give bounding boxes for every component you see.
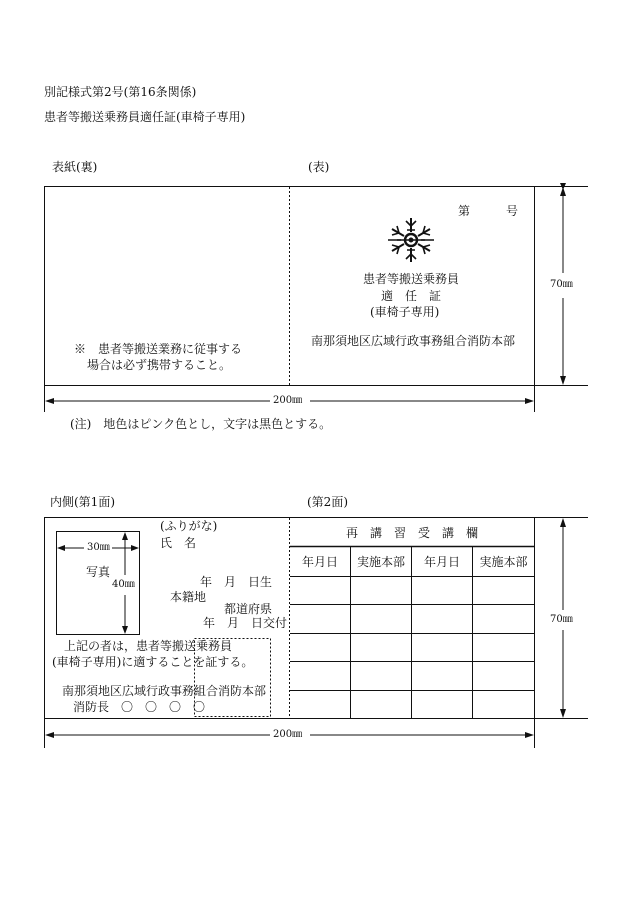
name-label: 氏 名 <box>160 536 197 550</box>
photo-height-dimension: 40㎜ <box>112 579 135 590</box>
form-title: 患者等搬送乗務員適任証(車椅子専用) <box>44 110 246 124</box>
table-header-date-2: 年月日 <box>423 555 460 569</box>
cover-front-label: (表) <box>308 160 330 174</box>
photo-width-head-left <box>57 545 65 551</box>
inner-width-head-right <box>525 732 534 738</box>
inner-width-head-left <box>45 732 54 738</box>
statement-line1: 上記の者は，患者等搬送乗務員 <box>64 639 233 653</box>
issue-date-label: 年 月 日交付 <box>203 616 288 630</box>
cover-width-head-right <box>525 398 534 404</box>
table-header-hq-1: 実施本部 <box>356 555 405 569</box>
furigana-label: (ふりがな) <box>160 519 218 533</box>
cover-notice-line2: 場合は必ず携帯すること。 <box>87 358 232 372</box>
cover-notice-line1: ※ 患者等搬送業務に従事する <box>74 342 243 356</box>
inner-page2-label: (第2面) <box>307 495 348 509</box>
cover-issuer: 南那須地区広域行政事務組合消防本部 <box>311 334 516 348</box>
photo-width-dimension: 30㎜ <box>87 542 110 553</box>
photo-height-head-bottom <box>122 626 128 634</box>
inner-height-dimension: 70㎜ <box>550 614 573 625</box>
cover-note: (注) 地色はピンク色とし，文字は黒色とする。 <box>70 417 332 431</box>
form-number: 別記様式第2号(第16条関係) <box>44 85 197 99</box>
inner-height-head-bottom <box>560 709 566 718</box>
table-header-date-1: 年月日 <box>301 555 338 569</box>
cover-cert-line2: 適 任 証 <box>381 289 442 303</box>
prefecture-label: 都道府県 <box>224 602 273 616</box>
inner-width-dimension: 200㎜ <box>273 729 303 740</box>
inner-page1-label: 内側(第1面) <box>50 495 115 509</box>
photo-label: 写真 <box>86 565 111 579</box>
statement-line2: (車椅子専用)に適することを証する。 <box>52 655 254 669</box>
chief-signature: 消防長 〇 〇 〇 〇 <box>73 700 206 714</box>
photo-width-head-right <box>131 545 139 551</box>
cover-width-dimension: 200㎜ <box>273 395 303 406</box>
cover-cert-line3: (車椅子専用) <box>370 305 440 319</box>
cover-cert-line1: 患者等搬送乗務員 <box>363 272 460 286</box>
emblem-icon <box>386 216 436 266</box>
cover-width-head-left <box>45 398 54 404</box>
inner-issuer: 南那須地区広域行政事務組合消防本部 <box>62 684 267 698</box>
cover-back-label: 表紙(裏) <box>52 160 98 174</box>
photo-height-head-top <box>122 532 128 540</box>
domicile-label: 本籍地 <box>170 590 207 604</box>
table-header-hq-2: 実施本部 <box>479 555 528 569</box>
cover-height-head-bottom <box>560 376 566 385</box>
cover-number-label: 第 号 <box>458 204 519 218</box>
retraining-title: 再 講 習 受 講 欄 <box>345 526 478 540</box>
birth-date-label: 年 月 日生 <box>200 575 273 589</box>
cover-height-head-top <box>560 187 566 196</box>
inner-height-head-top <box>560 518 566 527</box>
cover-height-dimension: 70㎜ <box>550 279 573 290</box>
